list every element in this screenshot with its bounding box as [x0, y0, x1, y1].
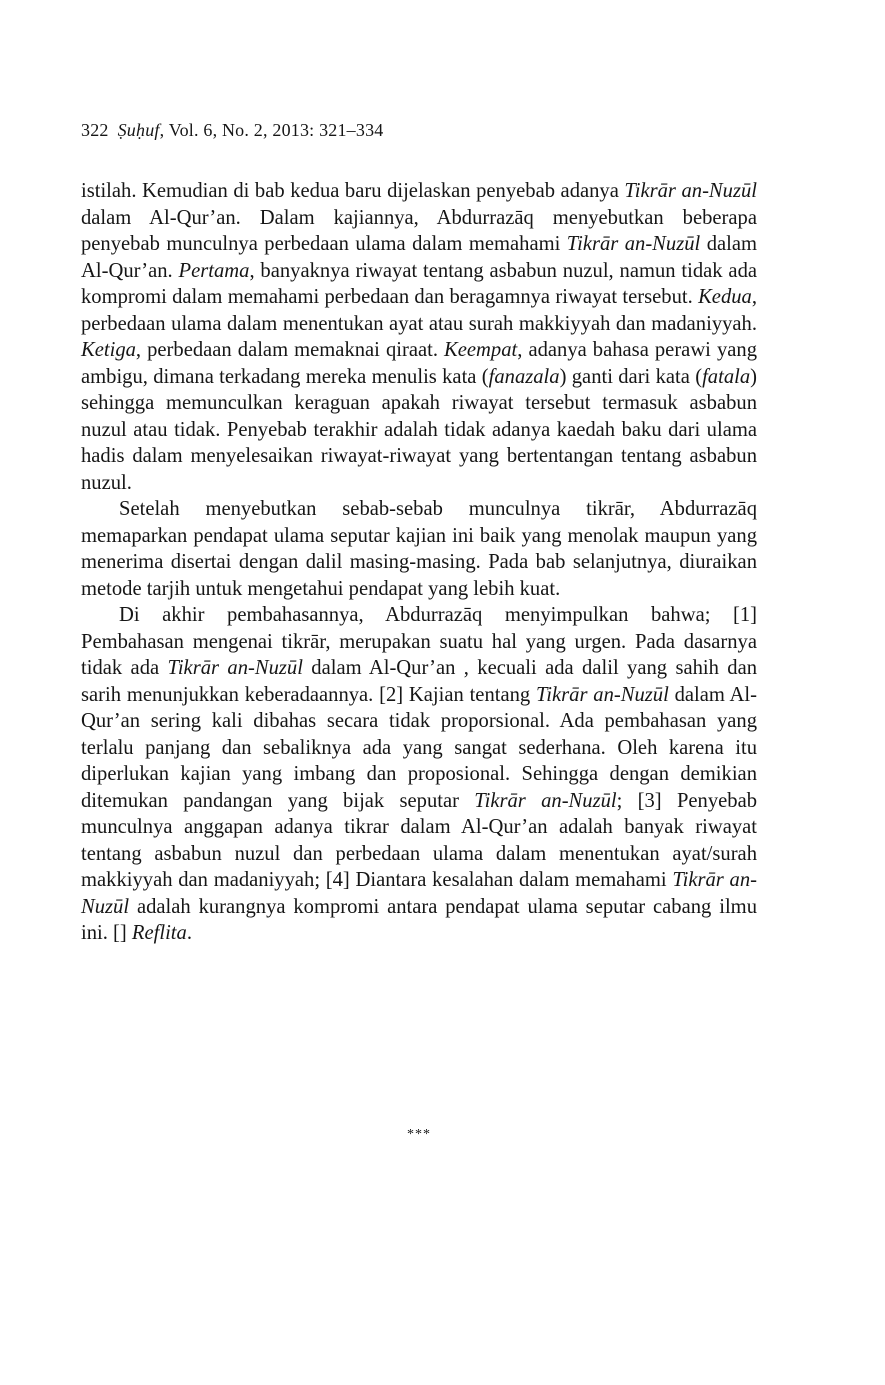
italic-text: Tikrār an-Nuzūl [167, 657, 303, 679]
paragraph [81, 178, 757, 496]
paragraph [81, 496, 757, 602]
italic-text: fanazala [488, 365, 560, 388]
text-run: ) ganti dari kata ( [559, 365, 703, 388]
section-break: *** [407, 1127, 431, 1142]
italic-text: Kedua [698, 286, 752, 308]
text-run: Setelah menyebutkan sebab-sebab munculnya tikrār, Abdurrazāq memaparkan pendapat ulama seputar kajian ini baik yang menolak maupun yang menerima disertai dengan dalil masing-masing. Pada bab selanjutnya, diuraikan metode tarjih untuk mengetahui pendapat yang lebih kuat. [81, 498, 757, 600]
italic-text: Tikrār an-Nuzūl [81, 869, 757, 918]
text-run: ; [3] Penyebab munculnya anggapan adanya tikrar dalam Al-Qur’an adalah banyak riwayat tentang asbabun nuzul dan perbedaan ulama dalam menentukan ayat/surah makkiyyah dan madaniyyah; [4] Diantara kesalahan dalam memahami [81, 789, 758, 891]
text-run: dalam Al-Qur’an. [81, 233, 758, 282]
text-run: . [186, 922, 192, 944]
text-run: dalam Al-Qur’an. Dalam kajiannya, Abdurrazāq menyebutkan beberapa penyebab munculnya perbedaan ulama dalam memahami [81, 206, 757, 255]
issue-citation: , Vol. 6, No. 2, 2013: 321–334 [159, 120, 384, 140]
running-head [81, 120, 383, 141]
paragraph [81, 602, 757, 947]
italic-text: fatala [702, 365, 751, 388]
page-number: 322 [81, 120, 109, 140]
journal-title: Ṣuḥuf [117, 120, 160, 140]
italic-text: Keempat [444, 339, 518, 361]
italic-text: Tikrār an-Nuzūl [474, 789, 617, 812]
text-run: ) sehingga memunculkan keraguan apakah riwayat tersebut termasuk asbabun nuzul atau tidak. Penyebab terakhir adalah tidak adanya kaedah baku dari ulama hadis dalam menyelesaikan riwayat-riwayat yang bertentangan tentang asbabun nuzul. [81, 365, 757, 494]
italic-text: Pertama [178, 259, 250, 282]
text-run: adalah kurangnya kompromi antara pendapat ulama seputar cabang ilmu ini. [] [81, 895, 757, 944]
text-run: dalam Al-Qur’an , kecuali ada dalil yang sahih dan sarih menunjukkan keberadaannya. [2] Kajian tentang [81, 657, 758, 706]
italic-text: Tikrār an-Nuzūl [566, 233, 701, 255]
text-run: dalam Al-Qur’an sering kali dibahas secara tidak proporsional. Ada pembahasan yang terlalu panjang dan sebaliknya ada yang sangat sederhana. Oleh karena itu diperlukan kajian yang imbang dan proposional. Sehingga dengan demikian ditemukan pandangan yang bijak seputar [81, 683, 757, 812]
text-run: , perbedaan ulama dalam menentukan ayat atau surah makkiyyah dan madaniyyah. [81, 286, 757, 335]
italic-text: Tikrār an-Nuzūl [624, 180, 757, 202]
italic-text: Ketiga [81, 339, 136, 361]
text-run: , perbedaan dalam memaknai qiraat. [135, 339, 445, 361]
italic-text: Reflita [131, 922, 187, 944]
body-text [81, 178, 757, 947]
text-run: istilah. Kemudian di bab kedua baru dijelaskan penyebab adanya [81, 180, 625, 202]
text-run: Di akhir pembahasannya, Abdurrazāq menyimpulkan bahwa; [1] Pembahasan mengenai tikrār, merupakan suatu hal yang urgen. Pada dasarnya tidak ada [81, 604, 757, 679]
italic-text: Tikrār an-Nuzūl [535, 683, 669, 706]
text-run: , banyaknya riwayat tentang asbabun nuzul, namun tidak ada kompromi dalam memahami perbedaan dan beragamnya riwayat tersebut. [81, 259, 758, 308]
text-run: , adanya bahasa perawi yang ambigu, dimana terkadang mereka menulis kata ( [81, 339, 757, 388]
